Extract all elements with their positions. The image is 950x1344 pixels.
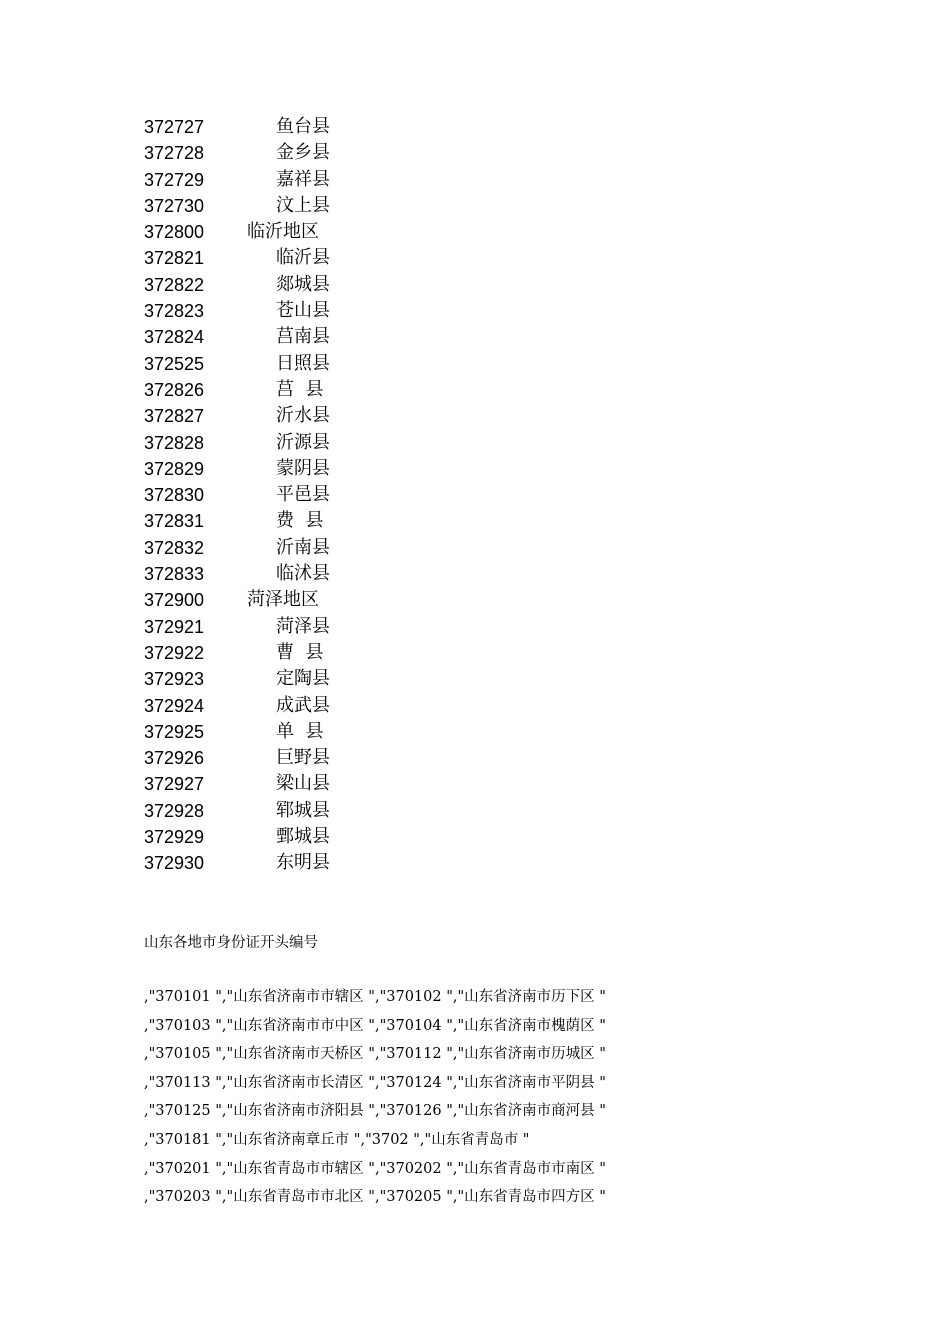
county-name: 金乡县 [276, 142, 330, 164]
area-code: 372900 [144, 590, 205, 611]
area-code: 372922 [144, 642, 205, 663]
id-prefix-line: ,"370125 ","山东省济南市济阳县 ","370126 ","山东省济南市商河县 " [144, 1103, 606, 1120]
county-name: 平邑县 [276, 484, 330, 506]
code-row [144, 508, 544, 534]
county-name: 蒙阴县 [276, 457, 330, 479]
county-name: 莒 县 [276, 378, 324, 400]
area-code: 372730 [144, 195, 205, 216]
id-prefix-line: ,"370201 ","山东省青岛市市辖区 ","370202 ","山东省青岛市市南区 " [144, 1160, 606, 1177]
id-prefix-list [144, 983, 844, 1212]
county-name: 东明县 [276, 852, 330, 874]
area-code: 372800 [144, 222, 205, 243]
region-name: 菏泽地区 [247, 589, 319, 611]
county-name: 嘉祥县 [276, 168, 330, 190]
code-row [144, 272, 544, 298]
code-row [144, 430, 544, 456]
code-row [144, 640, 544, 666]
county-name: 苍山县 [276, 300, 330, 322]
county-name: 鱼台县 [276, 116, 330, 137]
area-code: 372827 [144, 406, 205, 427]
area-code: 372729 [144, 169, 205, 190]
code-row [144, 298, 544, 324]
code-row [144, 535, 544, 561]
area-code: 372925 [144, 721, 205, 742]
area-code: 372833 [144, 564, 205, 585]
area-code: 372828 [144, 432, 205, 453]
id-prefix-line: ,"370203 ","山东省青岛市市北区 ","370205 ","山东省青岛市四方区 " [144, 1189, 606, 1206]
code-row [144, 167, 544, 193]
code-row [144, 850, 544, 876]
county-name: 费 县 [276, 510, 324, 532]
area-code: 372927 [144, 774, 205, 795]
county-name: 单 县 [276, 720, 324, 742]
id-prefix-line: ,"370101 ","山东省济南市市辖区 ","370102 ","山东省济南市历下区 " [144, 989, 606, 1005]
code-row [144, 693, 544, 719]
area-code: 372826 [144, 379, 205, 400]
county-name: 日照县 [276, 352, 330, 374]
area-code: 372926 [144, 748, 205, 769]
code-row [144, 193, 544, 219]
id-prefix-line: ,"370181 ","山东省济南章丘市 ","3702 ","山东省青岛市 " [144, 1131, 530, 1148]
area-code: 372727 [144, 117, 205, 137]
code-row [144, 324, 544, 350]
county-name: 鄄城县 [276, 826, 330, 848]
county-name: 定陶县 [276, 668, 330, 690]
county-name: 临沂县 [276, 247, 330, 269]
area-code: 372824 [144, 327, 205, 348]
code-row [144, 456, 544, 482]
id-prefix-line: ,"370113 ","山东省济南市长清区 ","370124 ","山东省济南市平阴县 " [144, 1074, 606, 1091]
code-row [144, 666, 544, 692]
area-code: 372924 [144, 695, 205, 716]
area-code: 372923 [144, 669, 205, 690]
code-row [144, 771, 544, 797]
code-row [144, 798, 544, 824]
county-name: 沂源县 [276, 431, 330, 453]
area-code: 372930 [144, 853, 205, 874]
code-row [144, 561, 544, 587]
area-code: 372928 [144, 800, 205, 821]
county-name: 曹 县 [276, 641, 324, 663]
county-name: 沂水县 [276, 405, 330, 427]
code-row [144, 114, 544, 140]
area-code-list [144, 114, 544, 877]
section-title: 山东各地市身份证开头编号 [144, 935, 318, 951]
county-name: 巨野县 [276, 747, 330, 769]
region-name: 临沂地区 [247, 221, 319, 243]
area-code: 372921 [144, 616, 205, 637]
code-row [144, 824, 544, 850]
county-name: 成武县 [276, 694, 330, 716]
code-row [144, 377, 544, 403]
code-row [144, 351, 544, 377]
code-row [144, 140, 544, 166]
area-code: 372728 [144, 143, 205, 164]
county-name: 梁山县 [276, 773, 330, 795]
area-code: 372821 [144, 248, 205, 269]
area-code: 372830 [144, 485, 205, 506]
area-code: 372831 [144, 511, 205, 532]
county-name: 莒南县 [276, 326, 330, 348]
county-name: 沂南县 [276, 536, 330, 558]
area-code: 372525 [144, 353, 205, 374]
county-name: 临沭县 [276, 563, 330, 585]
code-row [144, 719, 544, 745]
county-name: 郯城县 [276, 273, 330, 295]
code-row [144, 614, 544, 640]
code-row [144, 245, 544, 271]
code-row [144, 587, 544, 613]
county-name: 菏泽县 [276, 615, 330, 637]
area-code: 372929 [144, 827, 205, 848]
id-prefix-line: ,"370103 ","山东省济南市市中区 ","370104 ","山东省济南市槐荫区 " [144, 1017, 606, 1034]
county-name: 郓城县 [276, 799, 330, 821]
area-code: 372829 [144, 458, 205, 479]
code-row [144, 403, 544, 429]
code-row [144, 219, 544, 245]
area-code: 372822 [144, 274, 205, 295]
area-code: 372823 [144, 301, 205, 322]
code-row [144, 482, 544, 508]
county-name: 汶上县 [276, 194, 330, 216]
id-prefix-line: ,"370105 ","山东省济南市天桥区 ","370112 ","山东省济南市历城区 " [144, 1046, 606, 1063]
area-code: 372832 [144, 537, 205, 558]
code-row [144, 745, 544, 771]
